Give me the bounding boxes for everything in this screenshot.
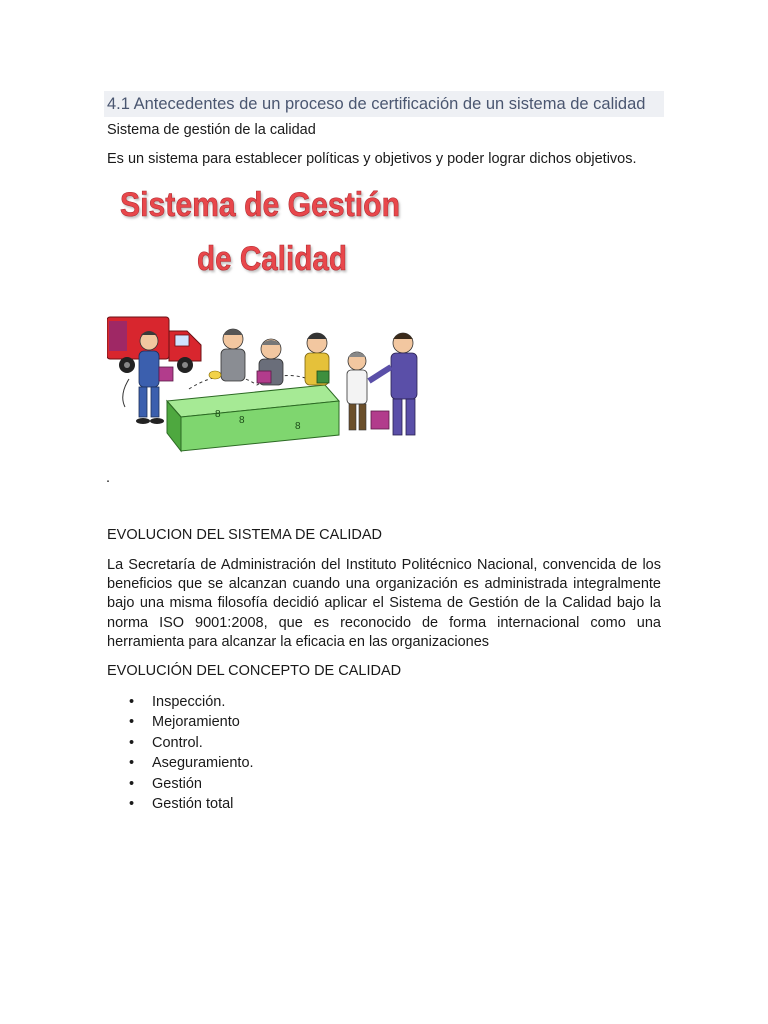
list-item: • Aseguramiento. [107, 753, 254, 773]
bullet-dot: • [129, 796, 135, 813]
worker-figure [209, 329, 245, 381]
worker-figure [257, 339, 283, 385]
bullet-dot: • [129, 714, 135, 731]
section-heading: 4.1 Antecedentes de un proceso de certificación de un sistema de calidad [104, 91, 664, 117]
table-shape [167, 375, 339, 451]
list-item: • Mejoramiento [107, 712, 254, 732]
section-title-evolucion-concepto: EVOLUCIÓN DEL CONCEPTO DE CALIDAD [107, 663, 402, 679]
intro-text: Es un sistema para establecer políticas y objetivos y poder lograr dichos objetivos. [107, 151, 637, 167]
box-label-3: 8 [295, 421, 301, 432]
quality-team-illustration [107, 305, 423, 455]
concept-list [107, 692, 254, 814]
section-title-evolucion-sistema: EVOLUCION DEL SISTEMA DE CALIDAD [107, 527, 383, 543]
banner-image [112, 176, 422, 286]
worker-figure [347, 352, 389, 430]
body-paragraph: La Secretaría de Administración del Instituto Politécnico Nacional, convencida de los beneficios que se alcanzan cuando una organización es administrada integralmente bajo una misma filosofía decidió aplicar el Sistema de Gestión de la Calidad bajo la norma ISO 9001:2008, que es reconocido de forma internacional como una herramienta para alcanzar la eficacia en las organizaciones [107, 557, 661, 650]
worker-figure [305, 333, 329, 385]
list-item: • Inspección. [107, 692, 254, 712]
bullet-dot: • [129, 755, 135, 772]
bullet-dot: • [129, 734, 135, 751]
banner-line-1: Sistema de Gestión [120, 186, 400, 224]
box-label-1: 8 [215, 409, 221, 420]
subtitle: Sistema de gestión de la calidad [107, 122, 316, 138]
bullet-dot: • [129, 775, 135, 792]
list-item: • Gestión [107, 774, 254, 794]
box-label-2: 8 [239, 415, 245, 426]
bullet-dot: • [129, 694, 135, 710]
list-item: • Control. [107, 733, 254, 753]
banner-line-2: de Calidad [197, 240, 347, 278]
stray-dot: . [106, 470, 111, 486]
list-item: • Gestión total [107, 794, 254, 814]
